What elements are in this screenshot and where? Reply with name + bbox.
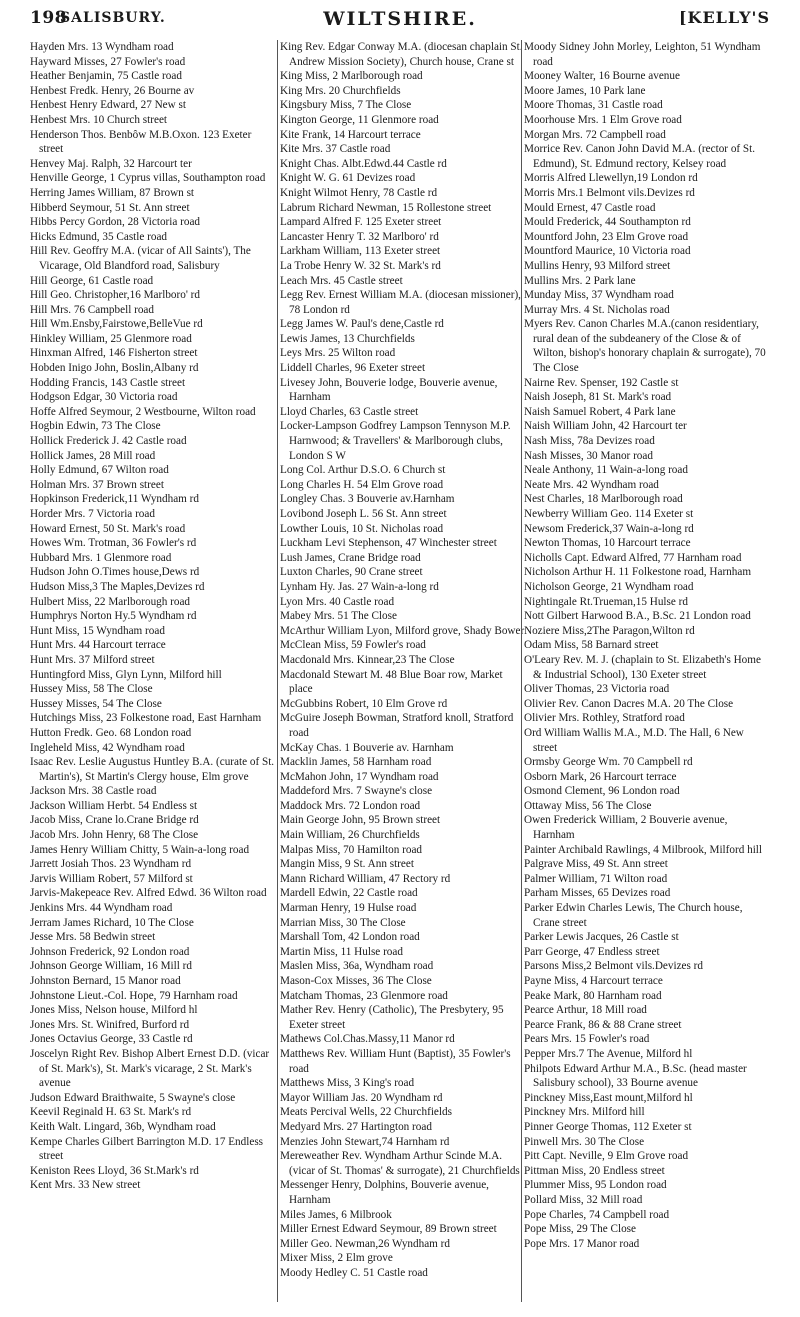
directory-entry: Moore James, 10 Park lane (524, 84, 646, 97)
directory-entry: Kempe Charles Gilbert Barrington M.D. 17 Endless street (30, 1135, 264, 1163)
directory-entry: Hubbard Mrs. 1 Glenmore road (30, 551, 172, 564)
directory-entry: Messenger Henry, Dolphins, Bouverie avenue, Harnham (280, 1179, 489, 1206)
directory-entry: Hunt Mrs. 44 Harcourt terrace (30, 639, 166, 652)
directory-entry: Hayden Mrs. 13 Wyndham road (30, 41, 174, 53)
directory-entry: Pears Mrs. 15 Fowler's road (524, 1033, 650, 1046)
directory-entry: Johnson Frederick, 92 London road (30, 945, 190, 958)
directory-entry: Mould Ernest, 47 Castle road (524, 201, 656, 214)
directory-entry: Hogbin Edwin, 73 The Close (30, 420, 161, 433)
directory-entry: Matthews Miss, 3 King's road (280, 1077, 415, 1090)
directory-entry: Nash Misses, 30 Manor road (524, 449, 653, 462)
directory-entry: Kington George, 11 Glenmore road (280, 113, 439, 126)
directory-entry: Lowther Louis, 10 St. Nicholas road (280, 522, 444, 535)
directory-entry: Judson Edward Braithwaite, 5 Swayne's close (30, 1091, 236, 1104)
directory-entry: Hill Wm.Ensby,Fairstowe,BelleVue rd (30, 318, 203, 331)
running-head-city: SALISBURY. (60, 10, 166, 26)
directory-entry: Marrian Miss, 30 The Close (280, 916, 406, 929)
directory-column-3 (524, 40, 770, 1251)
directory-entry: Jones Miss, Nelson house, Milford hl (30, 1004, 198, 1017)
directory-entry: Lyon Mrs. 40 Castle road (280, 595, 395, 608)
directory-entry: Moody Hedley C. 51 Castle road (280, 1266, 428, 1279)
directory-entry: Osborn Mark, 26 Harcourt terrace (524, 770, 677, 783)
directory-entry: Pollard Miss, 32 Mill road (524, 1193, 643, 1206)
directory-entry: King Rev. Edgar Conway M.A. (diocesan chaplain St. Andrew Mission Society), Church house, Crane st (280, 41, 523, 68)
directory-entry: Neate Mrs. 42 Wyndham road (524, 478, 659, 491)
directory-entry: Morris Alfred Llewellyn,19 London rd (524, 172, 698, 185)
directory-entry: Peake Mark, 80 Harnham road (524, 989, 662, 1002)
directory-entry: Menzies John Stewart,74 Harnham rd (280, 1135, 450, 1148)
directory-entry: Jacob Miss, Crane lo.Crane Bridge rd (30, 814, 199, 827)
directory-entry: Legg Rev. Ernest William M.A. (diocesan missioner), 78 London rd (280, 289, 521, 316)
directory-entry: Pinwell Mrs. 30 The Close (524, 1135, 645, 1148)
directory-entry: Hinkley William, 25 Glenmore road (30, 332, 192, 345)
directory-entry: Pinner George Thomas, 112 Exeter st (524, 1120, 692, 1133)
directory-entry: Moore Thomas, 31 Castle road (524, 99, 663, 112)
directory-entry: Jones Mrs. St. Winifred, Burford rd (30, 1018, 190, 1031)
directory-entry: Hollick James, 28 Mill road (30, 449, 156, 462)
directory-entry: Locker-Lampson Godfrey Lampson Tennyson M.P. Harnwood; & Travellers' & Marlborough clubs, London S W (280, 420, 511, 462)
directory-entry: Knight W. G. 61 Devizes road (280, 172, 416, 185)
directory-entry: Parker Lewis Jacques, 26 Castle st (524, 931, 679, 944)
directory-entry: Newton Thomas, 10 Harcourt terrace (524, 537, 691, 550)
directory-entry: Pinckney Mrs. Milford hill (524, 1106, 645, 1119)
directory-entry: Jesse Mrs. 58 Bedwin street (30, 931, 156, 944)
directory-entry: Parr George, 47 Endless street (524, 945, 660, 958)
directory-entry: Jackson Mrs. 38 Castle road (30, 785, 157, 798)
directory-entry: McGuire Joseph Bowman, Stratford knoll, Stratford road (280, 712, 514, 739)
directory-entry: Lampard Alfred F. 125 Exeter street (280, 216, 442, 229)
directory-entry: Pitt Capt. Neville, 9 Elm Grove road (524, 1150, 689, 1163)
directory-entry: Larkham William, 113 Exeter street (280, 245, 441, 258)
directory-entry: Lovibond Joseph L. 56 St. Ann street (280, 508, 447, 520)
directory-entry: Holman Mrs. 37 Brown street (30, 478, 164, 491)
directory-entry: McKay Chas. 1 Bouverie av. Harnham (280, 741, 454, 754)
directory-entry: Keith Walt. Lingard, 36b, Wyndham road (30, 1120, 216, 1133)
directory-entry: Payne Miss, 4 Harcourt terrace (524, 975, 663, 987)
directory-entry: Morrice Rev. Canon John David M.A. (rector of St. Edmund), St. Edmund rectory, Kelsey road (524, 143, 756, 170)
directory-entry: Mabey Mrs. 51 The Close (280, 610, 397, 623)
directory-entry: Kingsbury Miss, 7 The Close (280, 99, 412, 112)
directory-entry: James Henry William Chitty, 5 Wain-a-long road (30, 843, 250, 856)
directory-entry: Naish Joseph, 81 St. Mark's road (524, 391, 672, 404)
directory-entry: Naish Samuel Robert, 4 Park lane (524, 405, 676, 418)
directory-entry: Main George John, 95 Brown street (280, 814, 441, 827)
directory-entry: Malpas Miss, 70 Hamilton road (280, 843, 423, 856)
directory-entry: Hayward Misses, 27 Fowler's road (30, 55, 186, 68)
directory-entry: Philpots Edward Arthur M.A., B.Sc. (head master Salisbury school), 33 Bourne avenue (524, 1062, 747, 1090)
directory-entry: Morgan Mrs. 72 Campbell road (524, 128, 666, 141)
directory-entry: Henbest Fredk. Henry, 26 Bourne av (30, 84, 195, 97)
directory-entry: Hutchings Miss, 23 Folkestone road, East Harnham (30, 712, 262, 725)
directory-entry: Jarrett Josiah Thos. 23 Wyndham rd (30, 858, 192, 871)
directory-entry: Morris Mrs.1 Belmont vils.Devizes rd (524, 186, 695, 199)
page-number: 198 (30, 8, 67, 28)
directory-entry: Odam Miss, 58 Barnard street (524, 639, 659, 652)
directory-entry: Miller Geo. Newman,26 Wyndham rd (280, 1237, 451, 1250)
directory-entry: Macdonald Stewart M. 48 Blue Boar row, Market place (280, 668, 503, 696)
directory-entry: Jackson William Herbt. 54 Endless st (30, 799, 198, 812)
directory-entry: Mangin Miss, 9 St. Ann street (280, 858, 414, 871)
directory-entry: Mereweather Rev. Wyndham Arthur Scinde M.A. (vicar of St. Thomas' & surrogate), 21 Churchfields (280, 1150, 520, 1177)
directory-entry: Nott Gilbert Harwood B.A., B.Sc. 21 London road (524, 610, 751, 623)
directory-entry: Pittman Miss, 20 Endless street (524, 1164, 665, 1177)
directory-entry: Hussey Misses, 54 The Close (30, 697, 162, 710)
directory-entry: Owen Frederick William, 2 Bouverie avenue, Harnham (524, 814, 728, 842)
directory-entry: McMahon John, 17 Wyndham road (280, 770, 439, 783)
directory-entry: Long Col. Arthur D.S.O. 6 Church st (280, 464, 446, 477)
directory-entry: Isaac Rev. Leslie Augustus Huntley B.A. (curate of St. Martin's), St Martin's Clergy house, Elm grove (30, 756, 275, 783)
directory-entry: Joscelyn Right Rev. Bishop Albert Ernest D.D. (vicar of St. Mark's), St. Mark's vicarage, 2 St. Mark's avenue (30, 1047, 270, 1090)
directory-entry: Neale Anthony, 11 Wain-a-long road (524, 464, 688, 477)
column-divider (521, 40, 522, 1302)
directory-entry: Newsom Frederick,37 Wain-a-long rd (524, 522, 694, 535)
directory-entry: Hill Mrs. 76 Campbell road (30, 303, 154, 316)
directory-entry: Luxton Charles, 90 Crane street (280, 566, 423, 579)
directory-entry: Pope Charles, 74 Campbell road (524, 1208, 670, 1221)
directory-entry: Kent Mrs. 33 New street (30, 1179, 141, 1192)
directory-entry: Pinckney Miss,East mount,Milford hl (524, 1091, 693, 1104)
directory-entry: Nash Miss, 78a Devizes road (524, 435, 655, 448)
directory-entry: Hussey Miss, 58 The Close (30, 683, 153, 696)
directory-entry: Newberry William Geo. 114 Exeter st (524, 508, 694, 520)
directory-entry: Main William, 26 Churchfields (280, 829, 420, 842)
directory-entry: Howes Wm. Trotman, 36 Fowler's rd (30, 537, 197, 550)
publisher-mark: [KELLY'S (678, 8, 770, 27)
directory-column-2 (280, 40, 526, 1280)
directory-entry: Marshall Tom, 42 London road (280, 931, 420, 944)
directory-entry: Knight Wilmot Henry, 78 Castle rd (280, 186, 438, 199)
directory-entry: Henderson Thos. Benbôw M.B.Oxon. 123 Exeter street (30, 128, 252, 156)
directory-entry: Martin Miss, 11 Hulse road (280, 945, 403, 958)
directory-entry: Moody Sidney John Morley, Leighton, 51 Wyndham road (524, 41, 761, 68)
directory-entry: Ord William Wallis M.A., M.D. The Hall, 6 New street (524, 726, 744, 754)
directory-entry: Henbest Mrs. 10 Church street (30, 113, 168, 126)
directory-entry: Hill Geo. Christopher,16 Marlboro' rd (30, 289, 200, 302)
directory-entry: Meats Percival Wells, 22 Churchfields (280, 1106, 452, 1119)
column-divider (277, 40, 278, 1302)
directory-entry: Miles James, 6 Milbrook (280, 1208, 392, 1221)
directory-entry: Palmer William, 71 Wilton road (524, 872, 668, 885)
directory-entry: Mayor William Jas. 20 Wyndham rd (280, 1091, 443, 1104)
directory-entry: Miller Ernest Edward Seymour, 89 Brown street (280, 1223, 497, 1236)
directory-entry: Johnston Bernard, 15 Manor road (30, 975, 181, 987)
directory-entry: Plummer Miss, 95 London road (524, 1179, 667, 1192)
page-title: WILTSHIRE. (323, 8, 477, 30)
directory-entry: McArthur William Lyon, Milford grove, Shady Bower (280, 624, 525, 637)
directory-entry: Hudson Miss,3 The Maples,Devizes rd (30, 580, 205, 593)
directory-entry: Hoffe Alfred Seymour, 2 Westbourne, Wilton road (30, 405, 256, 418)
directory-entry: Hodgson Edgar, 30 Victoria road (30, 391, 178, 404)
directory-entry: Hopkinson Frederick,11 Wyndham rd (30, 493, 199, 506)
page-header (30, 8, 770, 34)
directory-entry: Pope Mrs. 17 Manor road (524, 1237, 640, 1250)
directory-entry: Hibberd Seymour, 51 St. Ann street (30, 201, 190, 214)
directory-entry: Herring James William, 87 Brown st (30, 186, 195, 199)
directory-entry: Mullins Mrs. 2 Park lane (524, 274, 636, 287)
directory-entry: Mooney Walter, 16 Bourne avenue (524, 70, 680, 83)
directory-entry: Leach Mrs. 45 Castle street (280, 274, 403, 287)
directory-entry: Naish William John, 42 Harcourt ter (524, 420, 687, 433)
directory-entry: Jarvis-Makepeace Rev. Alfred Edwd. 36 Wilton road (30, 887, 267, 900)
directory-entry: Mather Rev. Henry (Catholic), The Presbytery, 95 Exeter street (280, 1004, 504, 1031)
directory-entry: Matthews Rev. William Hunt (Baptist), 35 Fowler's road (280, 1047, 511, 1075)
directory-entry: Mixer Miss, 2 Elm grove (280, 1252, 393, 1265)
directory-entry: Jerram James Richard, 10 The Close (30, 916, 194, 929)
directory-entry: Parsons Miss,2 Belmont vils.Devizes rd (524, 960, 703, 973)
directory-entry: King Miss, 2 Marlborough road (280, 70, 423, 83)
directory-entry: Parham Misses, 65 Devizes road (524, 887, 671, 900)
directory-entry: Palgrave Miss, 49 St. Ann street (524, 858, 668, 871)
directory-entry: Hunt Mrs. 37 Milford street (30, 653, 155, 666)
directory-entry: Lynham Hy. Jas. 27 Wain-a-long rd (280, 580, 439, 593)
directory-column-1 (30, 40, 276, 1193)
directory-entry: Lancaster Henry T. 32 Marlboro' rd (280, 230, 439, 243)
directory-entry: Ottaway Miss, 56 The Close (524, 799, 652, 812)
directory-entry: Nicholson Arthur H. 11 Folkestone road, Harnham (524, 566, 752, 579)
directory-entry: Horder Mrs. 7 Victoria road (30, 508, 155, 520)
directory-entry: Osmond Clement, 96 London road (524, 785, 680, 798)
directory-entry: Leys Mrs. 25 Wilton road (280, 347, 396, 360)
directory-entry: Parker Edwin Charles Lewis, The Church house, Crane street (524, 902, 743, 929)
directory-entry: Liddell Charles, 96 Exeter street (280, 362, 426, 375)
directory-entry: King Mrs. 20 Churchfields (280, 84, 401, 97)
directory-entry: Nightingale Rt.Trueman,15 Hulse rd (524, 595, 688, 608)
directory-entry: Hollick Frederick J. 42 Castle road (30, 435, 187, 448)
directory-entry: Munday Miss, 37 Wyndham road (524, 289, 674, 302)
directory-entry: Henbest Henry Edward, 27 New st (30, 99, 186, 112)
directory-entry: Marman Henry, 19 Hulse road (280, 902, 417, 915)
directory-entry: Ingleheld Miss, 42 Wyndham road (30, 741, 185, 754)
directory-entry: Heather Benjamin, 75 Castle road (30, 70, 182, 83)
directory-entry: Howard Ernest, 50 St. Mark's road (30, 522, 186, 535)
directory-entry: Hibbs Percy Gordon, 28 Victoria road (30, 216, 201, 229)
directory-entry: Mardell Edwin, 22 Castle road (280, 887, 418, 900)
directory-entry: Nicholls Capt. Edward Alfred, 77 Harnham road (524, 551, 742, 564)
directory-entry: Lloyd Charles, 63 Castle street (280, 405, 419, 418)
directory-entry: McGubbins Robert, 10 Elm Grove rd (280, 697, 448, 710)
directory-entry: La Trobe Henry W. 32 St. Mark's rd (280, 259, 441, 272)
directory-entry: Nest Charles, 18 Marlborough road (524, 493, 683, 506)
directory-entry: Holly Edmund, 67 Wilton road (30, 464, 169, 477)
directory-entry: Kite Frank, 14 Harcourt terrace (280, 128, 421, 141)
directory-entry: Pope Miss, 29 The Close (524, 1223, 636, 1236)
directory-entry: Olivier Rev. Canon Dacres M.A. 20 The Close (524, 697, 734, 710)
directory-entry: Humphrys Norton Hy.5 Wyndham rd (30, 610, 197, 623)
directory-entry: Myers Rev. Canon Charles M.A.(canon residentiary, rural dean of the subdeanery of the Close & of Wilton, bishop's honorary chaplain & surrogate), 70 The Close (524, 318, 766, 375)
directory-entry: Henville George, 1 Cyprus villas, Southampton road (30, 172, 266, 185)
directory-entry: Hunt Miss, 15 Wyndham road (30, 624, 165, 637)
directory-entry: Jarvis William Robert, 57 Milford st (30, 872, 193, 885)
directory-entry: Hulbert Miss, 22 Marlborough road (30, 595, 191, 608)
directory-entry: Mould Frederick, 44 Southampton rd (524, 216, 691, 229)
directory-entry: Hicks Edmund, 35 Castle road (30, 230, 168, 243)
directory-entry: Mann Richard William, 47 Rectory rd (280, 872, 451, 885)
directory-entry: Maslen Miss, 36a, Wyndham road (280, 960, 434, 973)
directory-entry: O'Leary Rev. M. J. (chaplain to St. Elizabeth's Home & Industrial School), 130 Exeter street (524, 653, 761, 681)
directory-entry: Pearce Arthur, 18 Mill road (524, 1004, 647, 1017)
directory-entry: Painter Archibald Rawlings, 4 Milbrook, Milford hill (524, 843, 763, 856)
directory-entry: Mountford Maurice, 10 Victoria road (524, 245, 691, 258)
directory-entry: Johnson George William, 16 Mill rd (30, 960, 192, 973)
directory-entry: Keniston Rees Lloyd, 36 St.Mark's rd (30, 1164, 199, 1177)
directory-entry: Hodding Francis, 143 Castle street (30, 376, 186, 389)
directory-entry: Keevil Reginald H. 63 St. Mark's rd (30, 1106, 192, 1119)
directory-entry: Medyard Mrs. 27 Hartington road (280, 1120, 432, 1133)
directory-entry: Moorhouse Mrs. 1 Elm Grove road (524, 113, 682, 126)
directory-entry: Maddeford Mrs. 7 Swayne's close (280, 785, 433, 798)
directory-entry: Ormsby George Wm. 70 Campbell rd (524, 756, 693, 769)
directory-entry: Henvey Maj. Ralph, 32 Harcourt ter (30, 157, 192, 170)
directory-entry: Luckham Levi Stephenson, 47 Winchester street (280, 537, 497, 550)
directory-entry: Knight Chas. Albt.Edwd.44 Castle rd (280, 157, 447, 170)
directory-entry: Lewis James, 13 Churchfields (280, 332, 415, 345)
directory-entry: Hill Rev. Geoffry M.A. (vicar of All Saints'), The Vicarage, Old Blandford road, Salisbury (30, 245, 251, 272)
directory-entry: Olivier Mrs. Rothley, Stratford road (524, 712, 685, 725)
directory-entry: Jones Octavius George, 33 Castle rd (30, 1033, 193, 1046)
directory-entry: Hudson John O.Times house,Dews rd (30, 566, 200, 579)
directory-entry: Hutton Fredk. Geo. 68 London road (30, 726, 192, 739)
directory-entry: Nicholson George, 21 Wyndham road (524, 580, 694, 593)
directory-entry: Livesey John, Bouverie lodge, Bouverie avenue, Harnham (280, 376, 498, 404)
directory-entry: Pearce Frank, 86 & 88 Crane street (524, 1018, 682, 1031)
directory-entry: Jacob Mrs. John Henry, 68 The Close (30, 829, 199, 842)
directory-entry: Jenkins Mrs. 44 Wyndham road (30, 902, 173, 915)
directory-entry: Noziere Miss,2The Paragon,Wilton rd (524, 624, 695, 637)
directory-entry: Matcham Thomas, 23 Glenmore road (280, 989, 448, 1002)
directory-entry: Mason-Cox Misses, 36 The Close (280, 975, 432, 987)
directory-entry: Macdonald Mrs. Kinnear,23 The Close (280, 653, 455, 666)
directory-entry: Long Charles H. 54 Elm Grove road (280, 478, 444, 491)
directory-entry: Oliver Thomas, 23 Victoria road (524, 683, 670, 696)
directory-entry: Johnstone Lieut.-Col. Hope, 79 Harnham road (30, 989, 238, 1002)
directory-entry: Labrum Richard Newman, 15 Rollestone street (280, 201, 492, 214)
directory-entry: Murray Mrs. 4 St. Nicholas road (524, 303, 670, 316)
directory-entry: Longley Chas. 3 Bouverie av.Harnham (280, 493, 455, 506)
directory-entry: Kite Mrs. 37 Castle road (280, 143, 391, 156)
directory-entry: Maddock Mrs. 72 London road (280, 799, 421, 812)
directory-entry: Hill George, 61 Castle road (30, 274, 154, 287)
directory-entry: Lush James, Crane Bridge road (280, 551, 421, 564)
directory-entry: Macklin James, 58 Harnham road (280, 756, 432, 769)
directory-entry: Pepper Mrs.7 The Avenue, Milford hl (524, 1047, 693, 1060)
directory-entry: Mathews Col.Chas.Massy,11 Manor rd (280, 1033, 455, 1046)
directory-entry: Mullins Henry, 93 Milford street (524, 259, 671, 272)
directory-entry: Huntingford Miss, Glyn Lynn, Milford hill (30, 668, 222, 681)
directory-entry: McClean Miss, 59 Fowler's road (280, 639, 426, 652)
directory-entry: Hobden Inigo John, Boslin,Albany rd (30, 362, 199, 375)
directory-entry: Nairne Rev. Spenser, 192 Castle st (524, 376, 679, 389)
directory-entry: Hinxman Alfred, 146 Fisherton street (30, 347, 198, 360)
directory-entry: Mountford John, 23 Elm Grove road (524, 230, 689, 243)
directory-entry: Legg James W. Paul's dene,Castle rd (280, 318, 444, 331)
